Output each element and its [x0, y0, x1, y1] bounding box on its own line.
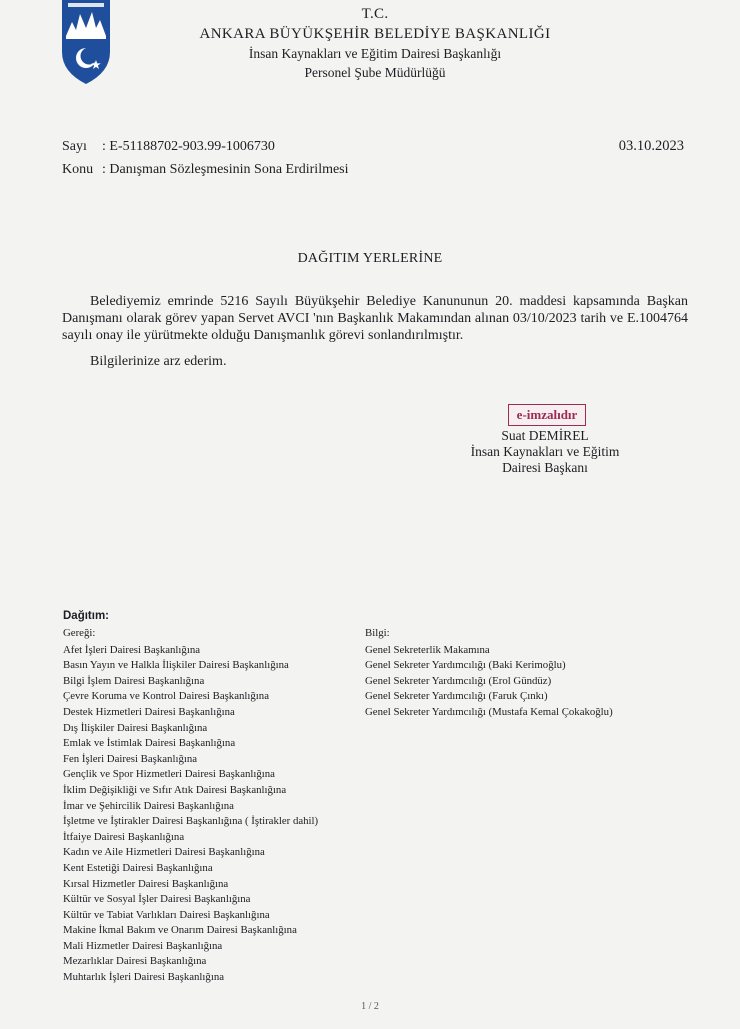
- list-item: Muhtarlık İşleri Dairesi Başkanlığına: [63, 971, 225, 984]
- sayi-label: Sayı: [62, 139, 87, 154]
- page-number: 1 / 2: [361, 1001, 379, 1012]
- action-label: Gereği:: [63, 627, 96, 639]
- action-recipient-list: [63, 626, 363, 986]
- header-directorate: Personel Şube Müdürlüğü: [304, 65, 446, 80]
- list-item: Kültür ve Sosyal İşler Dairesi Başkanlığına: [63, 893, 251, 906]
- subject-line: [62, 162, 349, 178]
- signer-title-line1: İnsan Kaynakları ve Eğitim: [470, 444, 620, 459]
- document-date: 03.10.2023: [618, 138, 684, 154]
- list-item: Dış İlişkiler Dairesi Başkanlığına: [63, 721, 208, 734]
- list-item: Genel Sekreter Yardımcılığı (Mustafa Kemal Çokakoğlu): [365, 705, 613, 718]
- header-municipality: ANKARA BÜYÜKŞEHİR BELEDİYE BAŞKANLIĞI: [199, 26, 551, 42]
- closing-line: Bilgilerinize arz ederim.: [90, 354, 227, 369]
- konu-value: : Danışman Sözleşmesinin Sona Erdirilmesi: [102, 162, 349, 177]
- list-item: İklim Değişikliği ve Sıfır Atık Dairesi Başkanlığına: [63, 783, 287, 796]
- list-item: Çevre Koruma ve Kontrol Dairesi Başkanlığına: [63, 690, 269, 703]
- header-department: İnsan Kaynakları ve Eğitim Dairesi Başkanlığı: [248, 46, 502, 61]
- header-tc: T.C.: [361, 6, 389, 22]
- list-item: Emlak ve İstimlak Dairesi Başkanlığına: [63, 737, 236, 750]
- info-recipient-list: [365, 626, 705, 721]
- list-item: Mezarlıklar Dairesi Başkanlığına: [63, 955, 207, 968]
- signer-title-line2: Dairesi Başkanı: [502, 460, 588, 475]
- body-paragraph: Belediyemiz emrinde 5216 Sayılı Büyükşehir Belediye Kanununun 20. maddesi kapsamında Başkan Danışmanı olarak görev yapan Servet AVCI 'nın Başkanlık Makamından alınan 03/10/2023 tarih ve E.1004764 sayılı onay ile yürütmekte olduğu Danışmanlık görevi sonlandırılmıştır.: [62, 294, 688, 343]
- ankara-municipality-logo-icon: [60, 0, 112, 84]
- list-item: Genel Sekreter Yardımcılığı (Erol Gündüz): [365, 674, 552, 687]
- e-signature-stamp: e-imzalıdır: [508, 404, 586, 426]
- list-item: İtfaiye Dairesi Başkanlığına: [63, 830, 185, 843]
- list-item: Genel Sekreter Yardımcılığı (Faruk Çınkı): [365, 690, 548, 703]
- list-item: Kent Estetiği Dairesi Başkanlığına: [63, 861, 213, 874]
- list-item: Kırsal Hizmetler Dairesi Başkanlığına: [63, 877, 229, 890]
- info-label: Bilgi:: [365, 627, 390, 639]
- document-title: DAĞITIM YERLERİNE: [297, 251, 443, 266]
- distribution-heading: Dağıtım:: [63, 610, 109, 622]
- reference-number: [62, 139, 275, 155]
- list-item: Basın Yayın ve Halkla İlişkiler Dairesi Başkanlığına: [63, 659, 289, 672]
- letterhead: [150, 4, 600, 82]
- sayi-value: : E-51188702-903.99-1006730: [102, 139, 275, 154]
- signer-name: Suat DEMİREL: [501, 428, 589, 443]
- list-item: Mali Hizmetler Dairesi Başkanlığına: [63, 939, 223, 952]
- list-item: Afet İşleri Dairesi Başkanlığına: [63, 643, 201, 656]
- list-item: Makine İkmal Bakım ve Onarım Dairesi Başkanlığına: [63, 924, 297, 937]
- list-item: Bilgi İşlem Dairesi Başkanlığına: [63, 674, 205, 687]
- signature-block: [455, 428, 635, 476]
- list-item: İşletme ve İştirakler Dairesi Başkanlığına ( İştirakler dahil): [63, 815, 319, 828]
- list-item: Kültür ve Tabiat Varlıkları Dairesi Başkanlığına: [63, 908, 270, 921]
- konu-label: Konu: [62, 162, 94, 177]
- list-item: İmar ve Şehircilik Dairesi Başkanlığına: [63, 799, 234, 812]
- list-item: Gençlik ve Spor Hizmetleri Dairesi Başkanlığına: [63, 768, 275, 781]
- list-item: Kadın ve Aile Hizmetleri Dairesi Başkanlığına: [63, 846, 265, 859]
- list-item: Genel Sekreterlik Makamına: [365, 643, 490, 656]
- list-item: Destek Hizmetleri Dairesi Başkanlığına: [63, 705, 235, 718]
- list-item: Genel Sekreter Yardımcılığı (Baki Kerimoğlu): [365, 659, 566, 672]
- list-item: Fen İşleri Dairesi Başkanlığına: [63, 752, 198, 765]
